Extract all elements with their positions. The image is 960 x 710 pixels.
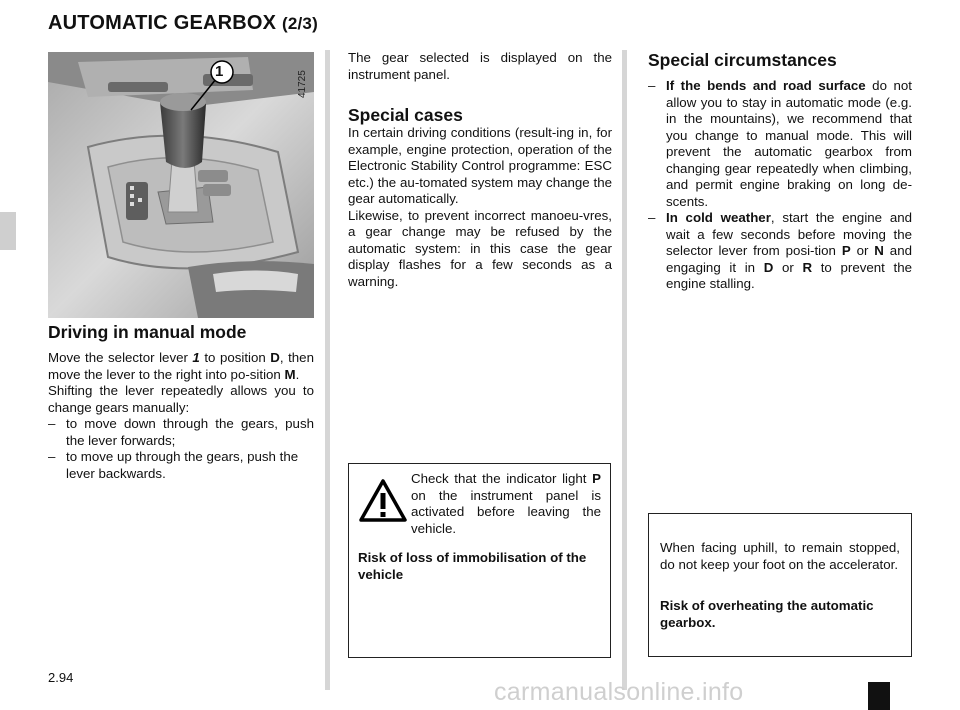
heading-special-cases: Special cases: [348, 105, 463, 125]
heading-manual-mode: Driving in manual mode: [48, 322, 247, 342]
warning-text: Check that the indicator light P on the instrument panel is activated before leaving the vehicle.: [411, 471, 601, 536]
warning-risk: Risk of loss of immobilisation of the vehicle: [358, 550, 587, 582]
gear-selector-photo: [48, 52, 314, 318]
callout-number: 1: [215, 63, 224, 80]
middle-column: [348, 50, 612, 290]
info-text: When facing uphill, to remain stopped, do not keep your foot on the accelerator.: [660, 540, 900, 572]
special-cases-paragraph-1: In certain driving conditions (result-ing in, for example, engine protection, operation of the Electronic Stability Control programme: ESC etc.) the au-tomated system may change the gear automatically.: [348, 125, 612, 206]
warning-triangle-icon: [358, 478, 408, 524]
section-tab: [0, 212, 16, 250]
list-item: – to move down through the gears, push the lever forwards;: [48, 416, 314, 448]
list-item: – If the bends and road surface do not allow you to stay in automatic mode (e.g. in the mountains), we recommend that you change to manual mode. This will prevent the automatic gearbox from changing gear repeatedly when climbing, and permit engine braking on long de-scents.: [648, 78, 912, 209]
list-item: – to move up through the gears, push the lever backwards.: [48, 449, 299, 481]
gear-selector-illustration: [48, 52, 314, 318]
title-main: AUTOMATIC GEARBOX: [48, 12, 277, 34]
manual-shift-paragraph: Shifting the lever repeatedly allows you to change gears manually:: [48, 383, 314, 415]
column-divider-left: [325, 50, 330, 690]
corner-mark: [868, 682, 890, 710]
heading-special-circumstances: Special circumstances: [648, 50, 837, 70]
info-risk: Risk of overheating the automatic gearbox.: [660, 598, 874, 630]
column-divider-right: [622, 50, 627, 690]
left-column: [48, 322, 314, 482]
right-column: [648, 50, 912, 293]
watermark: carmanualsonline.info: [494, 678, 744, 706]
page-number: 2.94: [48, 670, 74, 685]
list-item: – In cold weather, start the engine and wait a few seconds before moving the selector lever from posi-tion P or N and engaging it in D or R to prevent the engine stalling.: [648, 210, 912, 291]
page-title: [48, 12, 318, 35]
title-part: (2/3): [281, 14, 318, 33]
manual-mode-paragraph: Move the selector lever 1 to position D, then move the lever to the right into po-sition M.: [48, 350, 314, 382]
info-box: [648, 513, 912, 657]
warning-box: [348, 463, 611, 658]
special-cases-paragraph-2: Likewise, to prevent incorrect manoeu-vres, a gear change may be refused by the automatic system: in this case the gear display flashes for a few seconds as a warning.: [348, 207, 612, 289]
figure-reference: 41725: [297, 70, 308, 98]
gear-display-paragraph: The gear selected is displayed on the instrument panel.: [348, 50, 612, 82]
